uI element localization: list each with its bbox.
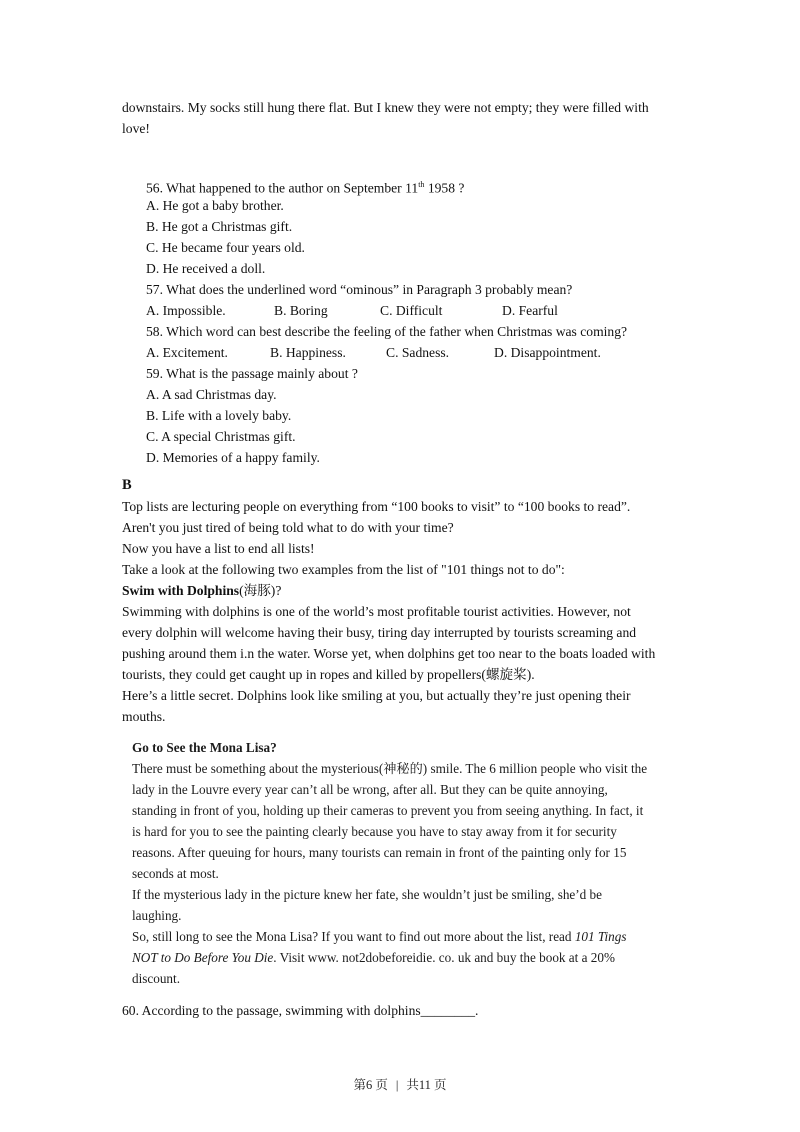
section-b-intro-line-2: Aren't you just tired of being told what to do with your time? xyxy=(122,520,454,535)
mona-lisa-closing-line-1: So, still long to see the Mona Lisa? If you want to find out more about the list, read 101 Tings xyxy=(132,929,627,944)
question-59-option-b[interactable]: B. Life with a lovely baby. xyxy=(146,408,292,423)
question-59-option-a[interactable]: A. A sad Christmas day. xyxy=(146,387,277,402)
mona-lisa-closing-line-3: discount. xyxy=(132,971,180,986)
question-56-option-b[interactable]: B. He got a Christmas gift. xyxy=(146,219,293,234)
question-56-stem: 56. What happened to the author on September 11th 1958 ? xyxy=(146,180,465,196)
section-b-heading: B xyxy=(122,477,132,493)
question-57-stem: 57. What does the underlined word “ominous” in Paragraph 3 probably mean? xyxy=(146,282,573,297)
page-number: 第6 页 xyxy=(353,1078,388,1092)
dolphins-heading: Swim with Dolphins(海豚)? xyxy=(122,583,282,598)
dolphins-line-1: Swimming with dolphins is one of the world’s most profitable tourist activities. However, not xyxy=(122,604,631,619)
mona-lisa-line-2: lady in the Louvre every year can’t all be wrong, after all. But they can be quite annoying, xyxy=(132,782,608,797)
passage-a-line-2: love! xyxy=(122,121,150,136)
question-57-option-a[interactable]: A. Impossible. xyxy=(146,303,226,318)
book-title-part-2: NOT to Do Before You Die xyxy=(132,950,274,965)
dolphins-line-3: pushing around them i.n the water. Worse yet, when dolphins get too near to the boats loaded with xyxy=(122,646,656,661)
mona-lisa-line-8: laughing. xyxy=(132,908,182,923)
question-59-option-c[interactable]: C. A special Christmas gift. xyxy=(146,429,296,444)
footer-separator: | xyxy=(395,1078,399,1092)
question-59-option-d[interactable]: D. Memories of a happy family. xyxy=(146,450,320,465)
question-58-option-c[interactable]: C. Sadness. xyxy=(386,345,450,360)
question-57-option-d[interactable]: D. Fearful xyxy=(502,303,558,318)
section-b-intro-line-1: Top lists are lecturing people on everything from “100 books to visit” to “100 books to read”. xyxy=(122,499,631,514)
page-total: 共11 页 xyxy=(406,1078,447,1092)
passage-a-line-1: downstairs. My socks still hung there flat. But I knew they were not empty; they were filled with xyxy=(122,100,649,115)
mona-lisa-heading: Go to See the Mona Lisa? xyxy=(132,740,277,755)
question-56-option-a[interactable]: A. He got a baby brother. xyxy=(146,198,284,213)
question-56-option-d[interactable]: D. He received a doll. xyxy=(146,261,266,276)
mona-lisa-line-7: If the mysterious lady in the picture knew her fate, she wouldn’t just be smiling, she’d be xyxy=(132,887,603,902)
question-57-option-b[interactable]: B. Boring xyxy=(274,303,328,318)
book-title-part-1: 101 Tings xyxy=(574,929,627,944)
mona-lisa-line-1: There must be something about the mysterious(神秘的) smile. The 6 million people who visit the xyxy=(132,761,648,776)
dolphins-line-5: Here’s a little secret. Dolphins look like smiling at you, but actually they’re just opening their xyxy=(122,688,631,703)
section-b-intro-line-3: Now you have a list to end all lists! xyxy=(122,541,315,556)
dolphins-line-6: mouths. xyxy=(122,709,166,724)
question-59-stem: 59. What is the passage mainly about ? xyxy=(146,366,358,381)
question-58-stem: 58. Which word can best describe the feeling of the father when Christmas was coming? xyxy=(146,324,628,339)
mona-lisa-line-5: reasons. After queuing for hours, many tourists can remain in front of the painting only for 15 xyxy=(132,845,627,860)
question-58-option-b[interactable]: B. Happiness. xyxy=(270,345,346,360)
mona-lisa-closing-line-2: NOT to Do Before You Die. Visit www. not2dobeforeidie. co. uk and buy the book at a 20% xyxy=(132,950,615,965)
page-footer xyxy=(0,1076,800,1094)
question-58-options xyxy=(146,342,666,363)
mona-lisa-line-4: is hard for you to see the painting clearly because you have to stay away from it for security xyxy=(132,824,617,839)
question-57-options xyxy=(146,300,646,321)
mona-lisa-line-3: standing in front of you, holding up their cameras to prevent you from seeing anything. In fact, it xyxy=(132,803,644,818)
question-58-option-d[interactable]: D. Disappointment. xyxy=(494,345,601,360)
dolphins-line-4: tourists, they could get caught up in ropes and killed by propellers(螺旋桨). xyxy=(122,667,535,682)
section-b-intro-line-4: Take a look at the following two examples from the list of "101 things not to do": xyxy=(122,562,565,577)
mona-lisa-line-6: seconds at most. xyxy=(132,866,219,881)
dolphins-line-2: every dolphin will welcome having their busy, tiring day interrupted by tourists screaming and xyxy=(122,625,637,640)
question-60-stem: 60. According to the passage, swimming with dolphins________. xyxy=(122,1003,479,1018)
question-56-option-c[interactable]: C. He became four years old. xyxy=(146,240,305,255)
question-58-option-a[interactable]: A. Excitement. xyxy=(146,345,228,360)
question-57-option-c[interactable]: C. Difficult xyxy=(380,303,443,318)
